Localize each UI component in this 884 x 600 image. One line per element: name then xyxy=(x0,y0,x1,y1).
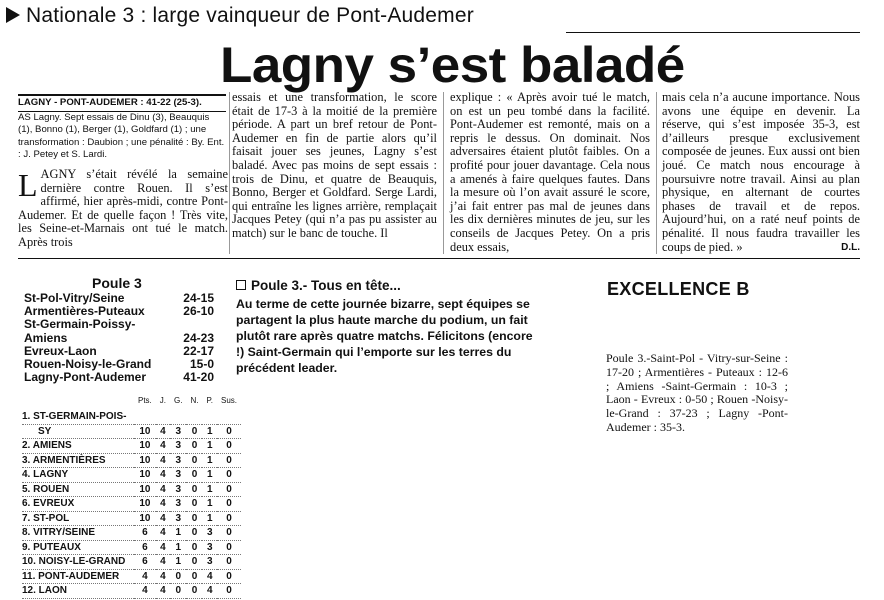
standings-pts: 10 xyxy=(134,424,156,439)
standings-sus: 0 xyxy=(217,569,241,584)
column-divider xyxy=(656,92,657,254)
standings-pts: 4 xyxy=(134,569,156,584)
standings-sus: 0 xyxy=(217,424,241,439)
standings-pts: 10 xyxy=(134,497,156,512)
standings-p: 1 xyxy=(202,424,217,439)
standings-g: 3 xyxy=(170,439,186,454)
article-text-2: essais et une transformation, le score était de 17-3 à la moitié de la première période. A part un bref retour de Pont-Audemer en fin de partie alors qu’il faisait jouer ses jeunes, Lagny s’est baladé. Avec pas moins de sept essais : trois de Dinu, et quatre de Beauquis, Bonno, Berger et Goldfard. Serge Lardi, qui entraîne les lignes arrière, remplaçait Jacques Petey (qui n’a pas pu assister au match) sur le banc de touche. Il xyxy=(232,90,437,240)
poule3-note-title xyxy=(236,278,401,293)
standings-sus: 0 xyxy=(217,526,241,541)
standings-g: 1 xyxy=(170,555,186,570)
result-score: 24-15 xyxy=(183,291,214,305)
standings-table xyxy=(22,396,241,599)
column-header: Pts. xyxy=(138,396,152,405)
standings-p: 3 xyxy=(202,526,217,541)
standings-p: 4 xyxy=(202,569,217,584)
article-text-3: explique : « Après avoir tué le match, on est un peu tombé dans la facilité. Pont-Audemer est remonté, mais on a repris le dessus. On dominait. Nos adversaires étaient plutôt faibles. On a profité pour jouer davantage. Cela nous a amenés à faire quelques fautes. Dans la mesure où l’on avait assuré le score, j’ai fait entrer pas mal de jeunes dans les dix dernières minutes de jeu, sur les conseils de Jacques Petey. On a pris deux essais, xyxy=(450,90,650,254)
standings-sus: 0 xyxy=(217,468,241,483)
result-row xyxy=(24,318,214,331)
article-column-3 xyxy=(450,91,650,254)
dropcap: L xyxy=(18,167,38,203)
standings-g: 0 xyxy=(170,584,186,599)
standings-n: 0 xyxy=(186,526,202,541)
section-rule xyxy=(18,258,860,259)
square-bullet-icon xyxy=(236,280,246,290)
poule3-note-heading: Poule 3.- Tous en tête... xyxy=(251,278,401,293)
result-row xyxy=(24,332,214,345)
article-text-4-body: mais cela n’a aucune importance. Nous avons une équipe en devenir. La réserve, qui s’est imposée 35-3, est d’ailleurs presque exclusivement composée de jeunes. Eux aussi ont bien joué. Ce match nous encourage à poursuivre notre travail. Ainsi au plan physique, en alternant de courtes phases de travail et de repos. Aujourd’hui, on a raté neuf points de pénalité. Il nous faudra travailler les coups de pied. » xyxy=(662,90,860,254)
kicker-text: Nationale 3 : large vainqueur de Pont-Audemer xyxy=(26,4,474,27)
column-header: N. xyxy=(190,396,199,405)
result-teams: Amiens xyxy=(24,330,68,345)
standings-team: 11. PONT-AUDEMER xyxy=(22,569,134,584)
standings-sus xyxy=(217,410,241,424)
kicker-line xyxy=(6,4,474,28)
standings-n: 0 xyxy=(186,540,202,555)
standings-row xyxy=(22,511,241,526)
standings-g: 3 xyxy=(170,482,186,497)
result-teams: St-Pol-Vitry/Seine xyxy=(24,291,125,305)
excellence-title: EXCELLENCE B xyxy=(607,279,750,299)
standings-g: 3 xyxy=(170,497,186,512)
standings-p: 3 xyxy=(202,555,217,570)
standings-team: 6. EVREUX xyxy=(22,497,134,512)
standings-row xyxy=(22,526,241,541)
column-divider xyxy=(443,92,444,254)
standings-p: 1 xyxy=(202,511,217,526)
column-header: G. xyxy=(174,396,183,405)
standings-j: 4 xyxy=(156,453,170,468)
result-score: 24-23 xyxy=(183,330,214,345)
standings-sus: 0 xyxy=(217,511,241,526)
standings-pts: 10 xyxy=(134,453,156,468)
standings-pts: 10 xyxy=(134,439,156,454)
standings-team: 8. VITRY/SEINE xyxy=(22,526,134,541)
standings-n: 0 xyxy=(186,482,202,497)
standings-pts: 6 xyxy=(134,526,156,541)
standings-row xyxy=(22,439,241,454)
standings-pts: 10 xyxy=(134,468,156,483)
standings-team: 4. LAGNY xyxy=(22,468,134,483)
result-score: 15-0 xyxy=(189,357,214,372)
column-header: Sus. xyxy=(221,396,238,405)
standings-g xyxy=(170,410,186,424)
poule3-note-text: Au terme de cette journée bizarre, sept équipes se partagent la plus haute marche du podium, un fait plutôt rare après quatre matchs. Félicitons (encore !) Saint-Germain qui l’emporte sur les terres du précédent leader. xyxy=(236,297,533,375)
team-column-header xyxy=(22,396,134,410)
result-teams: Lagny-Pont-Audemer xyxy=(24,370,147,385)
standings-j: 4 xyxy=(156,468,170,483)
standings-pts xyxy=(134,410,156,424)
standings-p: 3 xyxy=(202,540,217,555)
standings-header-row xyxy=(22,396,241,410)
result-score: 22-17 xyxy=(183,343,214,358)
author-signature: D.L. xyxy=(841,241,860,253)
summary-text: AS Lagny. Sept essais de Dinu (3), Beauquis (1), Bonno (1), Berger (1), Goldfard (1) ; une transformation : Daubion ; une pénalité : By. Ent. : J. Petey et S. Lardi. xyxy=(18,111,225,161)
standings-p: 4 xyxy=(202,584,217,599)
standings-j: 4 xyxy=(156,584,170,599)
standings-p: 1 xyxy=(202,482,217,497)
kicker-rule xyxy=(566,32,860,33)
standings-row xyxy=(22,569,241,584)
standings-pts: 10 xyxy=(134,482,156,497)
article-column-4 xyxy=(662,91,860,254)
standings-team: SY xyxy=(22,424,134,439)
standings-n: 0 xyxy=(186,424,202,439)
standings-n: 0 xyxy=(186,453,202,468)
standings-n xyxy=(186,410,202,424)
article-text-1: AGNY s’était révélé la semaine dernière contre Rouen. Il s’est affirmé, hier après-midi, contre Pont-Audemer. Et de quelle façon ! Très vite, les Seine-et-Marnais ont tué le match. Après trois xyxy=(18,167,228,249)
standings-team: 5. ROUEN xyxy=(22,482,134,497)
standings-sus: 0 xyxy=(217,555,241,570)
standings-j: 4 xyxy=(156,439,170,454)
standings-row xyxy=(22,482,241,497)
standings-team: 1. ST-GERMAIN-POIS- xyxy=(22,410,134,424)
result-teams: Evreux-Laon xyxy=(24,343,97,358)
standings-g: 1 xyxy=(170,526,186,541)
standings-team: 2. AMIENS xyxy=(22,439,134,454)
standings-team: 7. ST-POL xyxy=(22,511,134,526)
triangle-bullet-icon xyxy=(6,7,20,23)
result-teams: St-Germain-Poissy- xyxy=(24,317,136,332)
standings-n: 0 xyxy=(186,439,202,454)
result-teams: Armentières-Puteaux xyxy=(24,304,145,319)
standings-row xyxy=(22,540,241,555)
standings-sus: 0 xyxy=(217,482,241,497)
column-divider xyxy=(229,92,230,254)
standings-n: 0 xyxy=(186,468,202,483)
standings-body xyxy=(22,410,241,598)
standings-n: 0 xyxy=(186,497,202,512)
standings-team: 3. ARMENTIÈRES xyxy=(22,453,134,468)
result-score: 41-20 xyxy=(183,370,214,385)
standings-p: 1 xyxy=(202,453,217,468)
standings-j xyxy=(156,410,170,424)
standings-row xyxy=(22,555,241,570)
standings-g: 3 xyxy=(170,468,186,483)
standings-g: 3 xyxy=(170,511,186,526)
standings-team: 10. NOISY-LE-GRAND xyxy=(22,555,134,570)
standings-row xyxy=(22,410,241,424)
standings-sus: 0 xyxy=(217,584,241,599)
standings-n: 0 xyxy=(186,511,202,526)
standings-sus: 0 xyxy=(217,540,241,555)
standings-row xyxy=(22,424,241,439)
standings-p: 1 xyxy=(202,468,217,483)
poule3-title: Poule 3 xyxy=(92,275,142,291)
article-column-1 xyxy=(18,168,228,250)
standings-row xyxy=(22,584,241,599)
headline: Lagny s’est baladé xyxy=(220,37,685,93)
standings-g: 3 xyxy=(170,424,186,439)
standings-pts: 6 xyxy=(134,555,156,570)
article-text-4 xyxy=(662,91,860,254)
excellence-results: Poule 3.-Saint-Pol - Vitry-sur-Seine : 17-20 ; Armentières - Puteaux : 12-6 ; Amiens -Saint-Germain : 10-3 ; Laon - Evreux : 0-50 ; Rouen -Noisy-le-Grand : 37-23 ; Lagny -Pont-Audemer : 35-3. xyxy=(606,351,788,434)
poule3-results xyxy=(24,292,214,384)
standings-sus: 0 xyxy=(217,439,241,454)
standings-j: 4 xyxy=(156,482,170,497)
standings-pts: 10 xyxy=(134,511,156,526)
result-teams: Rouen-Noisy-le-Grand xyxy=(24,357,152,372)
article-column-2 xyxy=(232,91,437,241)
standings-n: 0 xyxy=(186,569,202,584)
standings-j: 4 xyxy=(156,569,170,584)
standings-pts: 6 xyxy=(134,540,156,555)
standings-n: 0 xyxy=(186,584,202,599)
standings-g: 0 xyxy=(170,569,186,584)
standings-sus: 0 xyxy=(217,497,241,512)
column-header: P. xyxy=(206,396,213,405)
standings-team: 9. PUTEAUX xyxy=(22,540,134,555)
standings-j: 4 xyxy=(156,424,170,439)
standings-row xyxy=(22,468,241,483)
standings-j: 4 xyxy=(156,511,170,526)
standings-j: 4 xyxy=(156,497,170,512)
standings-j: 4 xyxy=(156,555,170,570)
standings-row xyxy=(22,497,241,512)
standings-p: 1 xyxy=(202,439,217,454)
column-header: J. xyxy=(159,396,167,405)
standings-j: 4 xyxy=(156,540,170,555)
standings-row xyxy=(22,453,241,468)
standings-sus: 0 xyxy=(217,453,241,468)
standings-j: 4 xyxy=(156,526,170,541)
result-row xyxy=(24,371,214,384)
result-score: 26-10 xyxy=(183,304,214,319)
standings-g: 3 xyxy=(170,453,186,468)
standings-n: 0 xyxy=(186,555,202,570)
standings-p xyxy=(202,410,217,424)
standings-pts: 4 xyxy=(134,584,156,599)
standings-team: 12. LAON xyxy=(22,584,134,599)
match-summary xyxy=(18,94,226,162)
standings-g: 1 xyxy=(170,540,186,555)
score-line: LAGNY - PONT-AUDEMER : 41-22 (25-3). xyxy=(18,94,226,112)
standings-p: 1 xyxy=(202,497,217,512)
